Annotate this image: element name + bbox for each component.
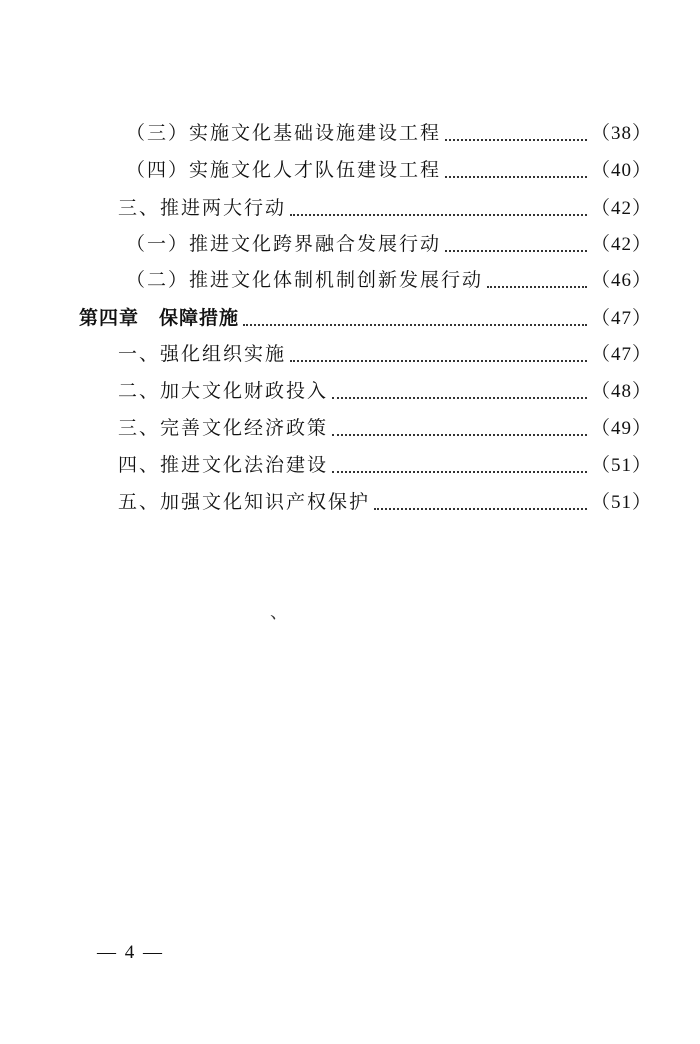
dot-leader [290,360,587,362]
toc-entry [126,229,652,265]
dot-leader [445,139,587,141]
page-number: — 4 — [97,942,164,963]
toc-entry [126,265,652,301]
toc-entry-page: （42） [590,198,652,219]
toc-entry-label: （三）实施文化基础设施建设工程 [126,122,442,144]
toc-entry-label: 五、加强文化知识产权保护 [118,491,371,513]
toc-entry-page: （48） [590,381,652,402]
toc-entry-page: （40） [590,160,652,181]
toc-entry-label: 二、加大文化财政投入 [118,380,329,402]
toc-entry [118,376,652,412]
toc-entry-label: 一、强化组织实施 [118,343,287,365]
toc-entry-page: （46） [590,270,652,291]
dot-leader [332,397,587,399]
dot-leader [332,434,587,436]
dot-leader [445,250,587,252]
toc-entry [126,155,652,191]
toc-entry-page: （49） [590,418,652,439]
toc-entry-label: 三、推进两大行动 [118,197,287,219]
dot-leader [290,214,587,216]
toc-entry-label: 三、完善文化经济政策 [118,417,329,439]
toc-entry-label: （一）推进文化跨界融合发展行动 [126,233,442,255]
toc-entry-page: （51） [590,455,652,476]
dot-leader [487,286,587,288]
toc-entry [118,450,652,486]
dot-leader [243,324,587,326]
toc-entry-label: （四）实施文化人才队伍建设工程 [126,159,442,181]
toc-entry-page: （47） [590,344,652,365]
toc-entry-page: （42） [590,234,652,255]
toc-entry [118,339,652,375]
toc-entry [126,118,652,154]
toc-entry-page: （51） [590,492,652,513]
toc-chapter-entry [79,303,652,339]
dot-leader [445,176,587,178]
dot-leader [374,508,587,510]
toc-entry-page: （47） [590,308,652,329]
toc-entry-label: （二）推进文化体制机制创新发展行动 [126,269,484,291]
toc-entry-page: （38） [590,123,652,144]
toc-entry-label: 四、推进文化法治建设 [118,454,329,476]
dot-leader [332,471,587,473]
toc-entry [118,193,652,229]
toc-entry [118,487,652,523]
toc-entry [118,413,652,449]
stray-punctuation-mark: 、 [270,602,288,623]
toc-chapter-label: 第四章 保障措施 [79,307,240,329]
